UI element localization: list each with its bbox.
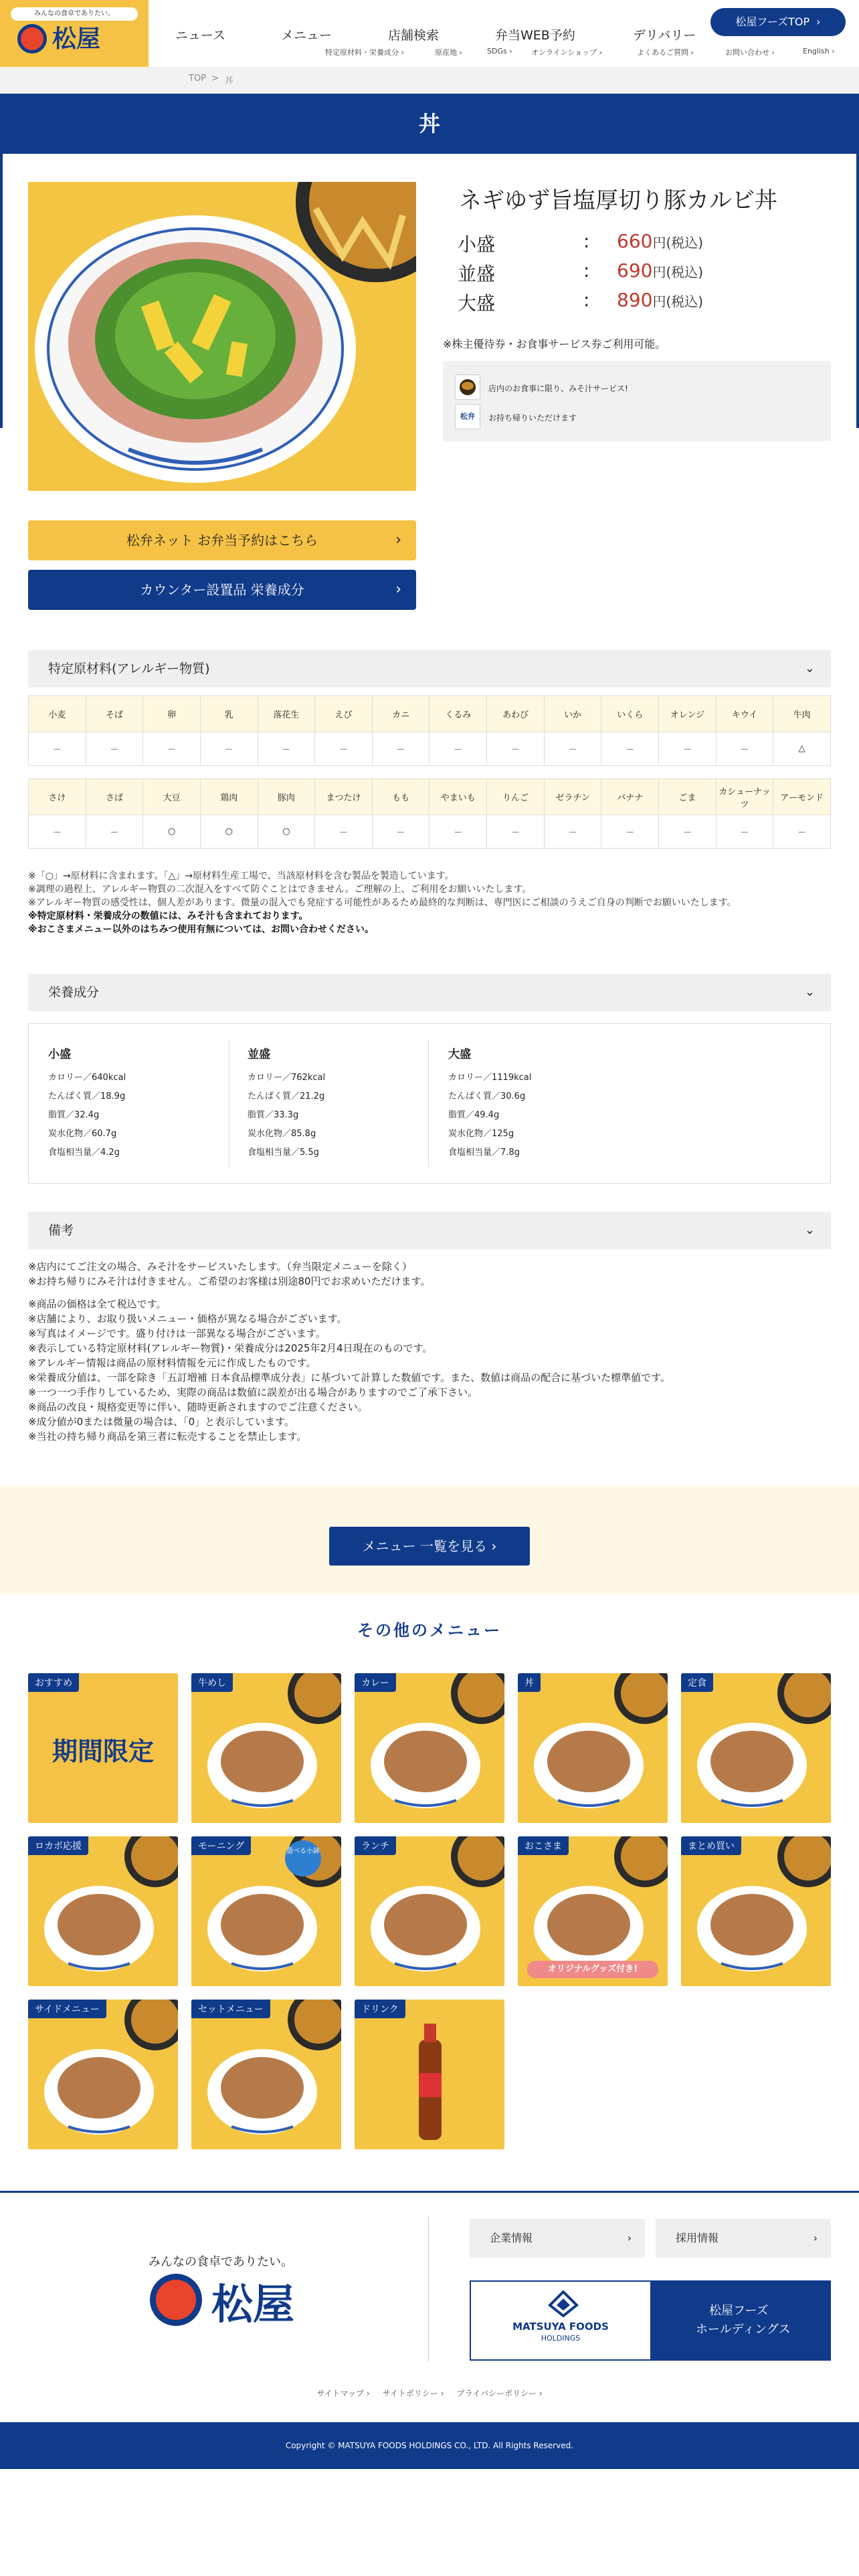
food-illustration [191, 1673, 341, 1823]
remark-line: ※一つ一つ手作りしているため、実際の商品は数値に誤差が出る場合がありますのでご了承下さい。 [28, 1386, 478, 1398]
nutrition-item: たんぱく質／21.2g [248, 1091, 325, 1101]
tile-label: まとめ買い [681, 1836, 741, 1855]
allergy-mark: － [258, 732, 315, 766]
size-small-price [617, 230, 703, 252]
nutrition-heading: 栄養成分 [48, 985, 100, 1000]
allergy-ingredient: 牛肉 [773, 696, 831, 732]
menu-list-button[interactable] [329, 1527, 530, 1566]
menu-tile[interactable] [28, 2000, 178, 2149]
menu-tile[interactable] [355, 1836, 504, 1986]
allergy-mark: － [487, 732, 545, 766]
size-large-label: 大盛 [458, 292, 496, 314]
recruit-info-label: 採用情報 [676, 2232, 719, 2244]
remark-line: ※当社の持ち帰り商品を第三者に転売することを禁止します。 [28, 1430, 307, 1442]
allergy-ingredient: アーモンド [773, 779, 831, 815]
takeout-icon: 松弁 [455, 404, 480, 429]
size-small-colon: : [583, 230, 590, 252]
allergy-note-bold: ※特定原材料・栄養成分の数値には、みそ汁も含まれております。 [28, 911, 308, 922]
allergy-mark: － [86, 815, 143, 849]
chevron-down-icon: ⌄ [804, 1223, 815, 1237]
allergy-table-1 [28, 695, 831, 766]
chevron-right-icon: › [395, 532, 401, 548]
holdings-name-1: 松屋フーズ [709, 2304, 769, 2318]
allergy-mark: － [544, 732, 601, 766]
allergy-accordion-header[interactable] [28, 650, 831, 687]
nutrition-item: 食塩相当量／7.8g [448, 1148, 520, 1158]
food-illustration [28, 2000, 178, 2149]
recruit-info-button[interactable] [656, 2219, 831, 2258]
allergy-mark: ○ [258, 815, 315, 849]
divider [428, 1040, 429, 1167]
left-edge-decoration [0, 154, 3, 428]
allergy-note: ※調理の過程上、アレルギー物質の二次混入をすべて防ぐことはできません。ご理解の上、ご利用をお願いいたします。 [28, 884, 532, 895]
footer-logo-mark-icon [150, 2274, 202, 2326]
allergy-ingredient: ゼラチン [544, 779, 601, 815]
product-title: ネギゆず旨塩厚切り豚カルビ丼 [459, 187, 777, 214]
nutrition-item: 脂質／33.3g [248, 1110, 299, 1120]
food-illustration [28, 1836, 178, 1986]
service-box [443, 361, 831, 441]
tile-label: サイドメニュー [28, 2000, 106, 2018]
allergy-ingredient: いか [544, 696, 601, 732]
nutrition-item: 脂質／32.4g [48, 1110, 100, 1120]
remark-line: ※写真はイメージです。盛り付けは一部異なる場合がございます。 [28, 1327, 326, 1339]
size-small-label: 小盛 [458, 233, 496, 255]
allergy-mark: △ [773, 732, 831, 766]
allergy-ingredient: さけ [29, 779, 86, 815]
coupon-note: ※株主優待券・お食事サービス券ご利用可能。 [443, 338, 666, 350]
nutrition-item: カロリー／640kcal [48, 1073, 126, 1083]
holdings-logo-text: MATSUYA FOODS [512, 2321, 609, 2333]
subnav-english[interactable]: English › [803, 47, 835, 56]
nutrition-item: 炭水化物／85.8g [248, 1129, 316, 1139]
tile-label: 定食 [681, 1673, 713, 1692]
allergy-ingredient: そば [86, 696, 143, 732]
logo-slogan: みんなの食卓でありたい。 [11, 7, 138, 21]
footer-link-sitepolicy[interactable]: サイトポリシー › [382, 2389, 444, 2398]
nutrition-size-name: 小盛 [48, 1048, 71, 1061]
allergy-mark: － [430, 732, 487, 766]
remark-line: ※店舗により、お取り扱いメニュー・価格が異なる場合がございます。 [28, 1313, 347, 1325]
nutrition-box [28, 1023, 831, 1184]
size-large-colon: : [583, 289, 590, 311]
tile-overlay-text: 期間限定 [52, 1737, 154, 1766]
logo-mark-icon [17, 24, 47, 53]
nutrition-item: 食塩相当量／5.5g [248, 1148, 319, 1158]
nav-web-reserve[interactable]: 弁当WEB予約 [495, 28, 575, 43]
food-illustration [518, 1673, 668, 1823]
food-illustration [681, 1836, 831, 1986]
copyright: Copyright © MATSUYA FOODS HOLDINGS CO., LTD. All Rights Reserved. [0, 2422, 859, 2469]
price-unit: 円(税込) [652, 264, 704, 280]
chevron-right-icon: › [491, 1538, 497, 1554]
menu-list-label: メニュー 一覧を見る [362, 1538, 487, 1554]
holdings-name-2: ホールディングス [696, 2323, 791, 2337]
allergy-notes [28, 869, 737, 936]
tile-label: おすすめ [28, 1673, 79, 1692]
drink-bottle-illustration [355, 2000, 504, 2149]
holdings-logo-sub: HOLDINGS [541, 2334, 581, 2343]
tile-label: ロカボ応援 [28, 1836, 88, 1855]
tile-banner: オリジナルグッズ付き! [527, 1961, 658, 1978]
nutrition-size-name: 並盛 [248, 1048, 270, 1061]
category-title: 丼 [0, 94, 859, 154]
footer-link-sitemap[interactable]: サイトマップ › [316, 2389, 370, 2398]
allergy-ingredient: 豚肉 [258, 779, 315, 815]
tile-label: ドリンク [355, 2000, 405, 2018]
product-image [28, 182, 416, 491]
footer-divider [428, 2216, 429, 2362]
allergy-ingredient: まつたけ [315, 779, 373, 815]
allergy-mark: － [372, 815, 430, 849]
tile-label: モーニング [191, 1836, 251, 1855]
allergy-ingredient: ごま [659, 779, 717, 815]
nutrition-item: たんぱく質／18.9g [48, 1091, 126, 1101]
menu-tile[interactable] [191, 1836, 341, 1986]
subnav-allergy[interactable]: 特定原材料・栄養成分 › [325, 48, 404, 57]
breadcrumb [0, 67, 859, 94]
nutrition-size-name: 大盛 [448, 1048, 471, 1061]
allergy-mark: － [143, 732, 201, 766]
allergy-mark: － [544, 815, 601, 849]
tile-badge: 選べる小鉢 [285, 1840, 321, 1876]
allergy-mark: － [315, 732, 373, 766]
remark-line: ※商品の改良・規格変更等に伴い、随時更新されますのでご注意ください。 [28, 1401, 368, 1413]
tile-label: おこさま [518, 1836, 569, 1855]
size-regular-colon: : [583, 259, 590, 282]
allergy-table-2 [28, 778, 831, 849]
allergy-mark: － [716, 815, 773, 849]
subnav-sdgs[interactable]: SDGs › [487, 47, 512, 56]
menu-tile[interactable] [355, 2000, 504, 2149]
subnav-faq[interactable]: よくあるご質問 › [637, 48, 694, 57]
allergy-ingredient: 小麦 [29, 696, 86, 732]
chevron-right-icon: › [395, 581, 401, 598]
allergy-mark: － [200, 732, 258, 766]
remark-line: ※お持ち帰りにみそ汁は付きません。ご希望のお客様は別途80円でお求めいただけます。 [28, 1275, 431, 1287]
menu-tile[interactable] [681, 1673, 831, 1823]
menu-tile[interactable] [28, 1673, 178, 1823]
counter-nutrition-label: カウンター設置品 栄養成分 [140, 582, 304, 598]
holdings-mark-icon [530, 2290, 597, 2317]
nav-store-search[interactable]: 店舗検索 [388, 28, 440, 43]
holdings-name[interactable] [650, 2280, 831, 2361]
food-illustration [355, 1836, 504, 1986]
food-illustration [191, 2000, 341, 2149]
allergy-ingredient: 落花生 [258, 696, 315, 732]
allergy-mark: ○ [200, 815, 258, 849]
allergy-ingredient: オレンジ [659, 696, 717, 732]
footer-link-privacy[interactable]: プライバシーポリシー › [456, 2389, 543, 2398]
tile-label: ランチ [355, 1836, 396, 1855]
price-value: 690 [617, 259, 653, 282]
allergy-ingredient: やまいも [430, 779, 487, 815]
footer-top-line [0, 2191, 859, 2193]
allergy-ingredient: 乳 [200, 696, 258, 732]
allergy-mark: － [29, 815, 86, 849]
allergy-note-bold: ※おこさまメニュー以外のはちみつ使用有無については、お問い合わせください。 [28, 924, 375, 935]
allergy-ingredient: カニ [372, 696, 430, 732]
nutrition-item: 食塩相当量／4.2g [48, 1148, 120, 1158]
menu-tile[interactable] [518, 1836, 668, 1986]
remark-line: ※表示している特定原材料(アレルギー物質)・栄養成分は2025年2月4日現在のものです。 [28, 1342, 433, 1354]
price-value: 890 [617, 289, 653, 311]
breadcrumb-sep: > [211, 74, 219, 84]
bento-reserve-button[interactable] [28, 520, 416, 560]
allergy-ingredient: あわび [487, 696, 545, 732]
tile-label: カレー [355, 1673, 396, 1692]
allergy-mark: ○ [143, 815, 201, 849]
menu-tile[interactable] [28, 1836, 178, 1986]
nav-menu[interactable]: メニュー [281, 28, 332, 43]
allergy-ingredient: 鶏肉 [200, 779, 258, 815]
miso-soup-icon [455, 374, 480, 400]
corporate-info-button[interactable] [470, 2219, 645, 2258]
allergy-ingredient: りんご [487, 779, 545, 815]
nutrition-item: たんぱく質／30.6g [448, 1091, 526, 1101]
price-unit: 円(税込) [652, 235, 704, 251]
site-logo[interactable] [0, 0, 149, 67]
allergy-mark: － [315, 815, 373, 849]
counter-nutrition-button[interactable] [28, 570, 416, 610]
menu-tile[interactable] [355, 1673, 504, 1823]
size-regular-label: 並盛 [458, 263, 496, 285]
tile-label: 牛めし [191, 1673, 233, 1692]
allergy-mark: － [430, 815, 487, 849]
allergy-mark: － [372, 732, 430, 766]
allergy-mark: － [86, 732, 143, 766]
breadcrumb-current: 丼 [225, 76, 234, 86]
chevron-down-icon: ⌄ [804, 661, 815, 675]
allergy-mark: － [601, 732, 659, 766]
nav-delivery[interactable]: デリバリー [633, 28, 696, 43]
allergy-mark: － [773, 815, 831, 849]
corporate-info-label: 企業情報 [490, 2232, 533, 2244]
subnav-online-shop[interactable]: オンラインショップ › [531, 48, 603, 57]
service-miso-text: 店内のお食事に限り、みそ汁サービス! [488, 384, 628, 393]
remarks-accordion-header[interactable] [28, 1212, 831, 1249]
menu-tile[interactable] [191, 1673, 341, 1823]
nutrition-accordion-header[interactable] [28, 974, 831, 1011]
logo-name: 松屋 [52, 25, 101, 53]
allergy-ingredient: くるみ [430, 696, 487, 732]
allergy-ingredient: バナナ [601, 779, 659, 815]
allergy-ingredient: さば [86, 779, 143, 815]
tile-label: 丼 [518, 1673, 541, 1692]
allergy-mark: － [716, 732, 773, 766]
nutrition-item: 炭水化物／125g [448, 1129, 514, 1139]
allergy-ingredient: キウイ [716, 696, 773, 732]
allergy-ingredient: いくら [601, 696, 659, 732]
chevron-right-icon: › [813, 2232, 818, 2244]
allergy-mark: － [29, 732, 86, 766]
nutrition-col-regular [248, 1045, 325, 1162]
remark-line: ※商品の価格は全て税込です。 [28, 1298, 167, 1310]
right-edge-decoration [856, 154, 859, 428]
nav-news[interactable]: ニュース [175, 28, 226, 43]
nutrition-col-large [448, 1045, 531, 1162]
allergy-mark: － [601, 815, 659, 849]
allergy-ingredient: 卵 [143, 696, 201, 732]
size-regular-price [617, 259, 703, 282]
allergy-ingredient: 大豆 [143, 779, 201, 815]
nutrition-col-small [48, 1045, 126, 1162]
subnav-origin[interactable]: 原産地 › [435, 48, 462, 57]
food-illustration [355, 1673, 504, 1823]
nutrition-item: カロリー／762kcal [248, 1073, 326, 1083]
chevron-right-icon: › [816, 15, 821, 28]
nutrition-item: カロリー／1119kcal [448, 1073, 532, 1083]
menu-tile[interactable] [518, 1673, 668, 1823]
price-unit: 円(税込) [652, 294, 704, 310]
menu-tile[interactable] [681, 1836, 831, 1986]
allergy-ingredient: もも [372, 779, 430, 815]
chevron-right-icon: › [627, 2232, 632, 2244]
footer-links [0, 2387, 859, 2399]
food-illustration [681, 1673, 831, 1823]
breadcrumb-home[interactable]: TOP [189, 74, 207, 84]
allergy-mark: － [659, 732, 717, 766]
allergy-note: ※アレルギー物質の感受性は、個人差があります。微量の混入でも発症する可能性があるため最終的な判断は、専門医にご相談のうえご自身の判断でお願いいたします。 [28, 897, 737, 908]
chevron-down-icon: ⌄ [804, 985, 815, 999]
bento-reserve-label: 松弁ネット お弁当予約はこちら [126, 532, 318, 548]
allergy-mark: － [487, 815, 545, 849]
service-takeout-text: お持ち帰りいただけます [488, 413, 577, 423]
allergy-heading: 特定原材料(アレルギー物質) [48, 661, 210, 676]
allergy-ingredient: カシューナッツ [716, 779, 773, 815]
remark-line: ※成分値が0または微量の場合は、「0」と表示しています。 [28, 1416, 294, 1428]
remarks-heading: 備考 [48, 1223, 74, 1238]
allergy-mark: － [659, 815, 717, 849]
menu-tile[interactable] [191, 2000, 341, 2149]
nutrition-item: 脂質／49.4g [448, 1110, 500, 1120]
remark-line: ※店内にてご注文の場合、みそ汁をサービスいたします。（弁当限定メニューを除く） [28, 1261, 412, 1273]
other-menu-heading: その他のメニュー [357, 1621, 502, 1640]
footer-slogan: みんなの食卓でありたい。 [149, 2255, 293, 2269]
tile-label: セットメニュー [191, 2000, 270, 2018]
price-value: 660 [617, 230, 653, 252]
size-large-price [617, 289, 703, 311]
holdings-logo [530, 2290, 597, 2320]
allergy-ingredient: えび [315, 696, 373, 732]
allergy-note: ※「○」→原材料に含まれます。「△」→原材料生産工場で、当該原材料を含む製品を製造しています。 [28, 871, 454, 881]
remark-line: ※栄養成分値は、一部を除き「五訂増補 日本食品標準成分表」に基づいて計算した数値です。また、数値は商品の配合に基づいた標準値です。 [28, 1372, 670, 1384]
footer-logo-name: 松屋 [211, 2280, 295, 2329]
remark-line: ※アレルギー情報は商品の原材料情報を元に作成したものです。 [28, 1357, 316, 1369]
top-button-label: 松屋フーズTOP [735, 15, 810, 28]
matsuya-foods-top-button[interactable] [710, 8, 846, 36]
remarks-text [28, 1259, 670, 1444]
subnav-contact[interactable]: お問い合わせ › [725, 48, 775, 57]
nutrition-item: 炭水化物／60.7g [48, 1129, 117, 1139]
